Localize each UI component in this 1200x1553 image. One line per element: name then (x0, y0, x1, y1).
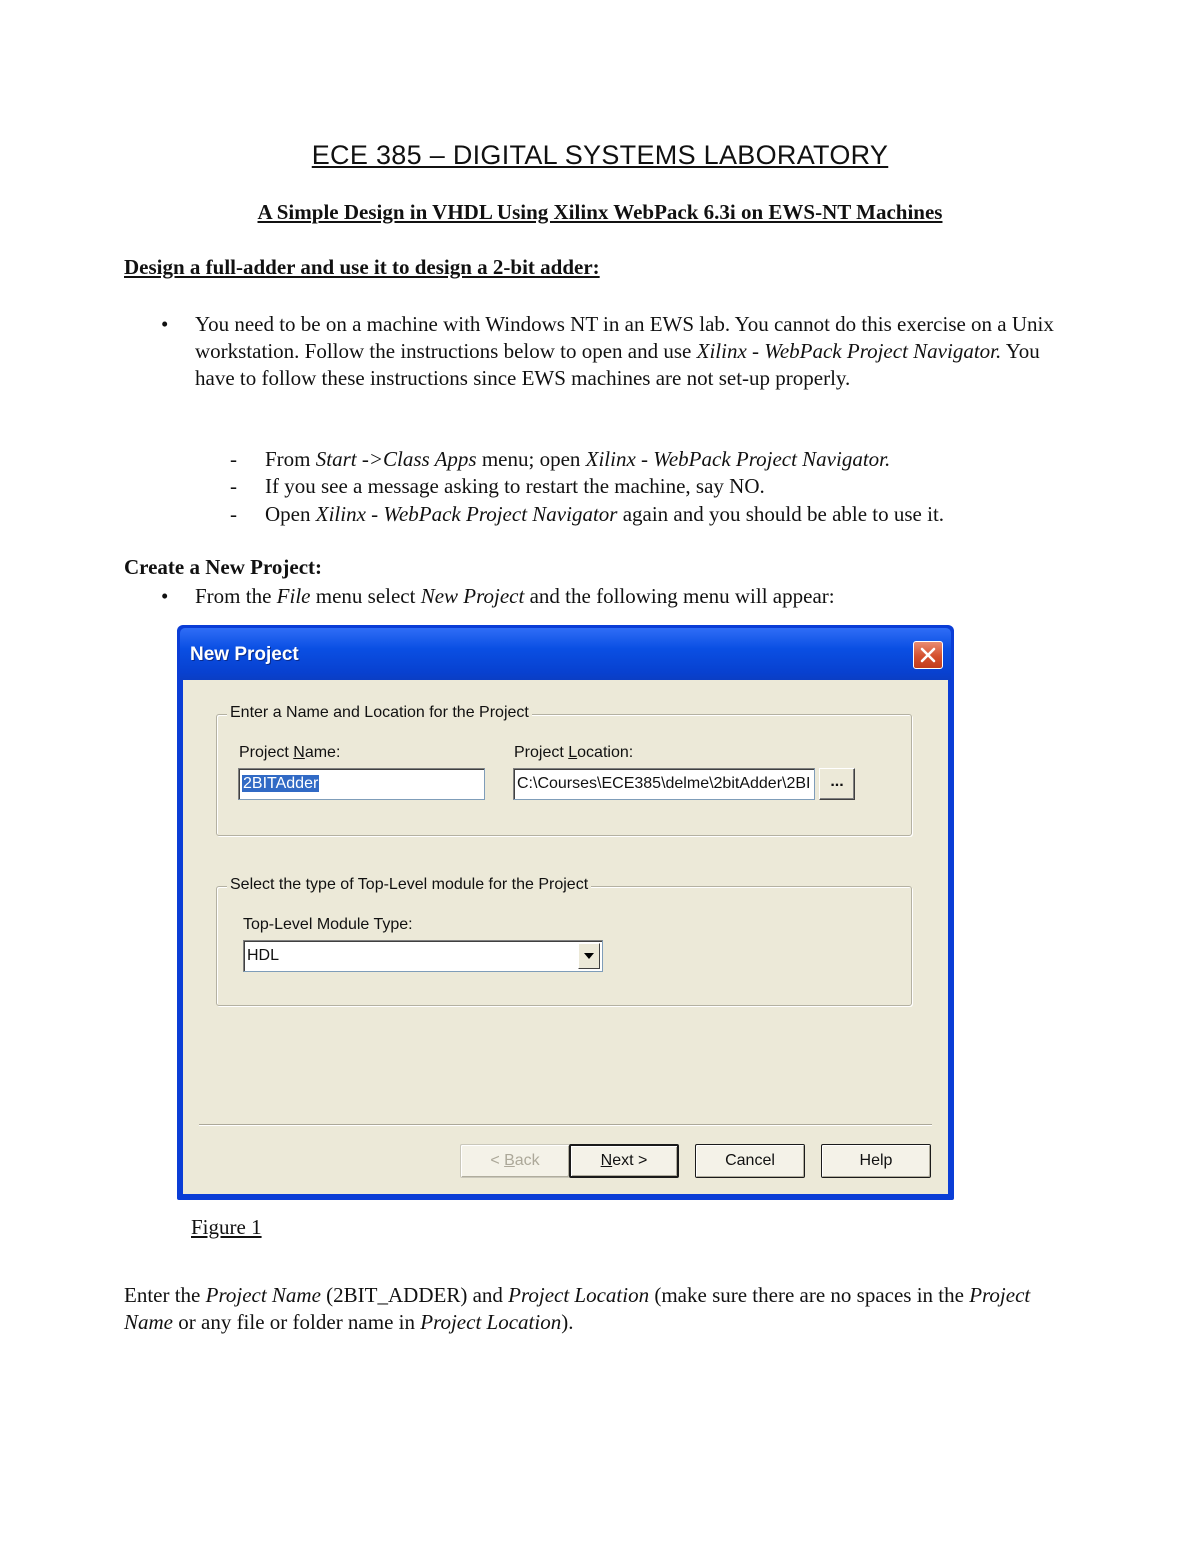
group-legend: Enter a Name and Location for the Project (227, 704, 532, 722)
dialog-title: New Project (190, 644, 299, 665)
bullet-icon: • (161, 584, 169, 608)
group-legend: Select the type of Top-Level module for the Project (227, 876, 591, 894)
back-button[interactable]: < Back (460, 1144, 570, 1178)
project-name-input[interactable]: 2BITAdder (238, 768, 485, 800)
close-button[interactable] (913, 641, 943, 669)
document-subtitle: A Simple Design in VHDL Using Xilinx WebPack 6.3i on EWS-NT Machines (257, 200, 943, 224)
italic-run: Xilinx - WebPack Project Navigator. (696, 339, 1002, 363)
dash-icon: - (230, 447, 237, 471)
module-type-label: Top-Level Module Type: (243, 916, 413, 933)
text-run: You have to follow these instructions since EWS machines are not set-up properly. (195, 339, 1040, 390)
closing-paragraph: Enter the Project Name (2BIT_ADDER) and Project Location (make sure there are no spaces in the Project Name or any file or folder name in Project Location). (124, 1283, 1031, 1334)
close-icon (920, 647, 936, 663)
step-item: If you see a message asking to restart the machine, say NO. (265, 474, 765, 498)
instructions-paragraph (195, 311, 1075, 392)
help-button[interactable]: Help (821, 1144, 931, 1178)
step-item: Open Xilinx - WebPack Project Navigator again and you should be able to use it. (265, 502, 945, 526)
document-title: ECE 385 – DIGITAL SYSTEMS LABORATORY (311, 140, 889, 170)
cancel-button[interactable]: Cancel (695, 1144, 805, 1178)
text-run: You need to be on a machine with Windows NT in an EWS lab. You cannot do this exercise on a Unix workstation. Follow the instructions below to open and use (195, 312, 1054, 363)
dialog-client-area (183, 680, 948, 1194)
step-item: From Start ->Class Apps menu; open Xilinx - WebPack Project Navigator. (265, 447, 891, 471)
project-location-input[interactable]: C:\Courses\ECE385\delme\2bitAdder\2BI (513, 768, 815, 800)
figure-caption: Figure 1 (191, 1215, 262, 1239)
section-heading-design: Design a full-adder and use it to design a 2-bit adder: (124, 255, 600, 279)
project-location-label: Project Location: (514, 744, 634, 761)
dropdown-button[interactable] (578, 943, 600, 969)
chevron-down-icon (584, 953, 594, 959)
project-name-label: Project Name: (239, 744, 341, 761)
file-menu-instruction: From the File menu select New Project and the following menu will appear: (195, 584, 835, 608)
selected-value: HDL (247, 947, 280, 964)
dialog-titlebar (180, 628, 951, 680)
dash-icon: - (230, 474, 237, 498)
separator (199, 1124, 932, 1126)
dash-icon: - (230, 502, 237, 526)
module-type-select[interactable] (243, 940, 603, 972)
section-heading-create: Create a New Project: (124, 555, 323, 579)
browse-button[interactable]: ... (819, 768, 855, 800)
bullet-icon: • (161, 312, 169, 336)
new-project-dialog (177, 625, 954, 1200)
next-button[interactable]: Next > (569, 1144, 679, 1178)
